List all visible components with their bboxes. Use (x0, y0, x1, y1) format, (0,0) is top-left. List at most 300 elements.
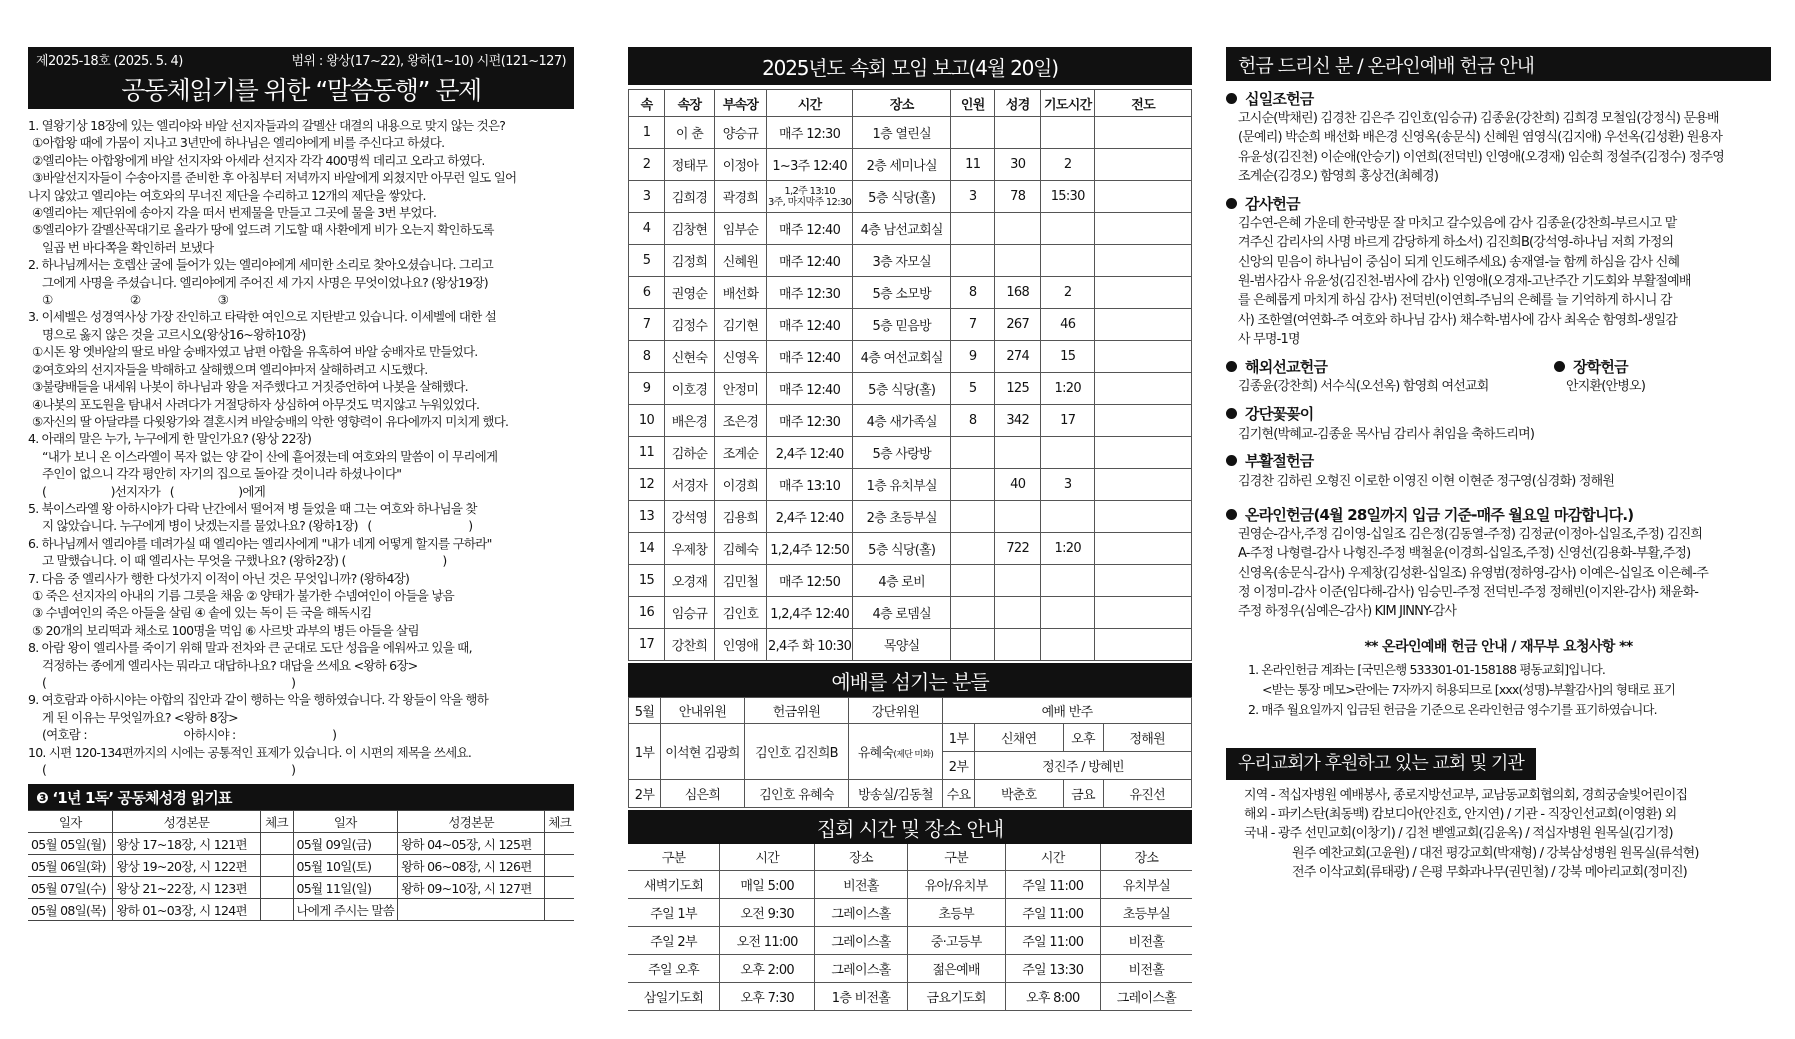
group-bible: 274 (995, 341, 1041, 373)
quiz-line: “내가 보니 온 이스라엘이 목자 없는 양 같이 산에 흩어졌는데 여호와의 말씀이 이 무리에게 (42, 448, 498, 464)
table-row (628, 954, 1192, 982)
reading-check[interactable] (260, 833, 293, 855)
group-people: 9 (951, 341, 995, 373)
table-row (629, 597, 1192, 629)
column-group-report (628, 47, 1192, 1011)
group-header-place: 장소 (853, 90, 951, 117)
schedule-cell: 주일 11:00 (1005, 898, 1100, 926)
offerings-title: 헌금 드리신 분 / 온라인예배 헌금 안내 (1226, 47, 1771, 81)
group-place: 4층 새가족실 (853, 405, 951, 437)
accomp-name: 유진선 (1103, 780, 1192, 808)
schedule-cell: 비전홀 (1100, 954, 1192, 982)
group-report-title: 2025년도 속회 모임 보고(4월 20일) (628, 47, 1192, 85)
group-place: 4층 로비 (853, 565, 951, 597)
group-bible: 168 (995, 277, 1041, 309)
group-header-leader: 속장 (665, 90, 715, 117)
group-place: 4층 남선교회실 (853, 213, 951, 245)
group-subleader: 김혜숙 (715, 533, 767, 565)
accomp-part: 1부 (943, 724, 975, 752)
reading-date: 05월 11일(일) (293, 877, 398, 899)
table-row (629, 469, 1192, 501)
reading-date: 05월 10일(토) (293, 855, 398, 877)
group-evangelism (1095, 277, 1192, 309)
group-subleader: 조계순 (715, 437, 767, 469)
quiz-line: ④나봇의 포도원을 탐내서 사려다가 거절당하자 상심하여 아무것도 먹지않고 누워있었다. (32, 396, 480, 412)
group-place: 1층 유치부실 (853, 469, 951, 501)
group-bible (995, 597, 1041, 629)
flower-title: 강단꽃꽂이 (1245, 405, 1314, 424)
group-number: 12 (629, 469, 665, 501)
group-number: 11 (629, 437, 665, 469)
quiz-line: 게 된 이유는 무엇일까요? <왕하 8장> (42, 709, 238, 725)
group-place: 5층 사랑방 (853, 437, 951, 469)
table-row (629, 149, 1192, 181)
reading-check[interactable] (545, 855, 574, 877)
reading-text: 왕하 04~05장, 시 125편 (398, 833, 545, 855)
group-leader: 김정수 (665, 309, 715, 341)
quiz-line: ③불량배들을 내세워 나봇이 하나님과 왕을 저주했다고 거짓증언하여 나봇을 살해했다. (32, 379, 468, 395)
reading-date: 05월 09일(금) (293, 833, 398, 855)
online-title: 온라인헌금(4월 28일까지 입금 기준-매주 월요일 마감합니다.) (1245, 505, 1634, 524)
bullet-icon (1226, 509, 1237, 520)
reading-check[interactable] (545, 833, 574, 855)
quiz-line: ④엘리야는 제단위에 송아지 각을 떠서 번제물을 만들고 그곳에 물을 3번 부었다. (32, 205, 437, 221)
worship-header-offering: 헌금위원 (745, 698, 849, 724)
support-line: 지역 - 적십자병원 예배봉사, 종로지방선교부, 교남동교회협의회, 경희궁술빛어린이집 (1244, 787, 1688, 803)
schedule-table (628, 844, 1192, 1011)
reading-header-check: 체크 (260, 811, 293, 833)
issue-number: 제2025-18호 (2025. 5. 4) (36, 54, 183, 69)
online-line: 신영옥(송문식-감사) 우제창(김성환-십일조) 유영범(정하영-감사) 이예은-십일조 이은혜-주 (1238, 565, 1708, 581)
group-header-people: 인원 (951, 90, 995, 117)
quiz-header (28, 47, 574, 109)
quiz-line: 고 말했습니다. 이 때 엘리사는 무엇을 구했나요? (왕하2장) ( ) (42, 553, 447, 569)
group-evangelism (1095, 533, 1192, 565)
group-time: 매주 12:50 (767, 565, 853, 597)
worship-part: 2부 (629, 780, 661, 808)
reading-date: 05월 08일(목) (28, 899, 113, 921)
quiz-line: ②여호와의 선지자들을 박해하고 살해했으며 엘리야마저 살해하려고 시도했다. (32, 361, 428, 377)
group-leader: 서경자 (665, 469, 715, 501)
reading-header-date: 일자 (293, 811, 398, 833)
thanks-section (1226, 192, 1771, 349)
group-evangelism (1095, 181, 1192, 213)
online-notice (1226, 660, 1771, 720)
table-row (628, 898, 1192, 926)
reading-date: 05월 06일(화) (28, 855, 113, 877)
group-number: 17 (629, 629, 665, 661)
group-time: 매주 12:30 (767, 117, 853, 149)
group-prayer: 1:20 (1041, 533, 1095, 565)
worship-part: 1부 (629, 724, 661, 780)
worship-month: 5월 (629, 698, 661, 724)
group-time: 매주 13:10 (767, 469, 853, 501)
group-leader: 김창현 (665, 213, 715, 245)
schedule-cell: 오전 9:30 (720, 898, 815, 926)
group-time (767, 181, 853, 213)
accomp-name: 정해원 (1103, 724, 1192, 752)
schedule-cell: 그레이스홀 (815, 898, 907, 926)
group-time: 2,4주 화 10:30 (767, 629, 853, 661)
group-people (951, 245, 995, 277)
worship-header-row (629, 698, 1192, 724)
worship-header-accompaniment: 예배 반주 (943, 698, 1192, 724)
accomp-name: 박춘호 (975, 780, 1064, 808)
group-evangelism (1095, 341, 1192, 373)
thanks-line: 겨주신 감리사의 사명 바르게 감당하게 하소서) 김진희B(강석영-하나님 저희 가정의 (1238, 235, 1674, 251)
quiz-line: 지 않았습니다. 누구에게 병이 낫겠는지를 물었나요? (왕하1장) ( ) (42, 518, 473, 534)
thanks-line: 신앙의 믿음이 하나님이 중심이 되게 인도해주세요) 송재열-늘 함께 하심을 감사 신혜 (1238, 254, 1680, 270)
schedule-header: 구분 (628, 844, 720, 870)
notice-line: 1. 온라인헌금 계좌는 [국민은행 533301-01-158188 평동교회]입니다. (1248, 661, 1606, 677)
table-row (629, 277, 1192, 309)
quiz-line: 명으로 옳지 않은 것을 고르시오(왕상16~왕하10장) (42, 326, 306, 342)
group-people (951, 117, 995, 149)
bullet-icon (1226, 361, 1237, 372)
group-evangelism (1095, 117, 1192, 149)
online-line: 권영순-감사,주정 김이영-십일조 김은정(김동열-주정) 김정균(이정아-십일조,주정) 김진희 (1238, 527, 1703, 543)
table-row (629, 724, 1192, 752)
reading-check (545, 899, 574, 921)
schedule-header: 장소 (1100, 844, 1192, 870)
group-evangelism (1095, 245, 1192, 277)
flower-section (1226, 403, 1771, 444)
schedule-cell: 삼일기도회 (628, 982, 720, 1010)
schedule-cell: 1층 비전홀 (815, 982, 907, 1010)
reading-check[interactable] (545, 877, 574, 899)
flower-line: 김기현(박혜교-김종윤 목사님 감리사 취임을 축하드리며) (1238, 426, 1535, 442)
group-evangelism (1095, 149, 1192, 181)
table-row (629, 373, 1192, 405)
group-prayer (1041, 565, 1095, 597)
schedule-cell: 중·고등부 (907, 926, 1005, 954)
reading-check[interactable] (260, 899, 293, 921)
schedule-cell: 비전홀 (1100, 926, 1192, 954)
quiz-line: 6. 하나님께서 엘리야를 데려가실 때 엘리야는 엘리사에게 "내가 네게 어떻게 할지를 구하라" (28, 535, 492, 551)
worship-guide-1: 이석현 김광희 (661, 724, 745, 780)
easter-title: 부활절헌금 (1245, 452, 1314, 471)
schedule-cell: 오후 7:30 (720, 982, 815, 1010)
group-people: 5 (951, 373, 995, 405)
reading-date: 05월 07일(수) (28, 877, 113, 899)
schedule-header: 시간 (720, 844, 815, 870)
thanks-line: 원-범사감사 유윤성(김진천-범사에 감사) 인영애(오경재-고난주간 기도회와 부활절예배 (1238, 274, 1691, 290)
quiz-line: ③바알선지자들이 수송아지를 준비한 후 아침부터 저녁까지 바알에게 외쳤지만 아무런 일도 일어 (32, 170, 517, 186)
group-people: 11 (951, 149, 995, 181)
group-evangelism (1095, 373, 1192, 405)
group-people (951, 597, 995, 629)
group-people (951, 501, 995, 533)
online-line: 주정 하정우(심예은-감사) KIM JINNY-감사 (1238, 604, 1457, 620)
group-number: 3 (629, 181, 665, 213)
reading-header-text: 성경본문 (398, 811, 545, 833)
group-place: 목양실 (853, 629, 951, 661)
group-bible (995, 629, 1041, 661)
bullet-icon (1226, 408, 1237, 419)
quiz-line: 일곱 번 바다쪽을 확인하러 보냈다 (42, 239, 214, 255)
group-time-part: 1,2주 13:10 (784, 185, 835, 197)
group-number: 5 (629, 245, 665, 277)
reading-plan-title (28, 784, 574, 810)
group-number: 14 (629, 533, 665, 565)
schedule-cell: 그레이스홀 (1100, 982, 1192, 1010)
group-bible: 40 (995, 469, 1041, 501)
mission-title: 해외선교헌금 (1245, 357, 1328, 376)
group-subleader: 인영애 (715, 629, 767, 661)
group-header-number: 속 (629, 90, 665, 117)
group-prayer: 3 (1041, 469, 1095, 501)
group-header-prayer: 기도시간 (1041, 90, 1095, 117)
table-row (629, 245, 1192, 277)
group-people: 8 (951, 277, 995, 309)
group-place: 2층 초등부실 (853, 501, 951, 533)
reading-date: 05월 05일(월) (28, 833, 113, 855)
group-place: 5층 식당(홀) (853, 181, 951, 213)
group-prayer (1041, 629, 1095, 661)
group-subleader: 김인호 (715, 597, 767, 629)
quiz-line: ②엘리야는 아합왕에게 바알 선지자와 아세라 선지자 각각 400명씩 데리고 오라고 하였다. (32, 152, 485, 168)
group-place: 5층 식당(홀) (853, 533, 951, 565)
quiz-line: ( )선지자가 ( )에게 (42, 483, 266, 499)
quiz-line: 7. 다음 중 엘리사가 행한 다섯가지 이적이 아닌 것은 무엇입니까? (왕하4장) (28, 570, 410, 586)
group-leader: 김희경 (665, 181, 715, 213)
tithe-line: (문예리) 박순희 배선화 배은경 신영옥(송문식) 신혜원 염영식(김지애) 우선옥(김성환) 원용자 (1238, 130, 1723, 146)
group-time-part: 3주, 마지막주 12:30 (768, 196, 852, 208)
group-leader: 강찬희 (665, 629, 715, 661)
group-prayer (1041, 501, 1095, 533)
group-bible: 342 (995, 405, 1041, 437)
schedule-cell: 주일 11:00 (1005, 926, 1100, 954)
group-evangelism (1095, 309, 1192, 341)
table-row (28, 877, 574, 899)
group-time: 매주 12:40 (767, 373, 853, 405)
group-evangelism (1095, 405, 1192, 437)
group-subleader: 김민철 (715, 565, 767, 597)
group-people: 8 (951, 405, 995, 437)
schedule-header: 장소 (815, 844, 907, 870)
reading-plan-table (28, 810, 574, 921)
tithe-section (1226, 87, 1771, 186)
reading-check[interactable] (260, 855, 293, 877)
bullet-icon (1226, 455, 1237, 466)
quiz-line: 나지 않았고 엘리야는 여호와의 무너진 제단을 수리하고 12개의 제단을 쌓았다. (28, 187, 426, 203)
group-bible (995, 213, 1041, 245)
bullet-icon (1226, 93, 1237, 104)
group-prayer (1041, 117, 1095, 149)
group-number: 4 (629, 213, 665, 245)
schedule-cell: 비전홀 (815, 870, 907, 898)
group-number: 10 (629, 405, 665, 437)
reading-text: 왕상 21~22장, 시 123편 (113, 877, 260, 899)
group-time: 1~3주 12:40 (767, 149, 853, 181)
quiz-line: ( ) (42, 675, 296, 690)
quiz-line: 2. 하나님께서는 호렙산 굴에 들어가 있는 엘리야에게 세미한 소리로 찾아오셨습니다. 그리고 (28, 257, 493, 273)
altar-name: 유혜숙 (857, 746, 894, 761)
table-row (629, 437, 1192, 469)
group-number: 13 (629, 501, 665, 533)
reading-header-check: 체크 (545, 811, 574, 833)
quiz-line: ③ 수넴여인의 죽은 아들을 살림 ④ 솥에 있는 독이 든 국을 해독시킴 (32, 605, 372, 621)
schedule-cell: 젊은예배 (907, 954, 1005, 982)
schedule-cell: 그레이스홀 (815, 926, 907, 954)
quiz-line: ⑤엘리야가 갈멜산꼭대기로 올라가 땅에 엎드려 기도할 때 사환에게 비가 오는지 확인하도록 (32, 222, 494, 238)
group-time: 1,2,4주 12:50 (767, 533, 853, 565)
worship-servers-table (628, 697, 1192, 808)
table-row (28, 899, 574, 921)
worship-altar-2: 방송실/김동철 (849, 780, 943, 808)
schedule-cell: 주일 2부 (628, 926, 720, 954)
group-leader: 김하순 (665, 437, 715, 469)
schedule-cell: 오후 2:00 (720, 954, 815, 982)
altar-note: (제단 미화) (893, 750, 934, 760)
group-place: 3층 자모실 (853, 245, 951, 277)
group-number: 16 (629, 597, 665, 629)
group-time: 2,4주 12:40 (767, 501, 853, 533)
worship-header-guide: 안내위원 (661, 698, 745, 724)
group-place: 1층 열린실 (853, 117, 951, 149)
group-header-evangelism: 전도 (1095, 90, 1192, 117)
reading-text: 왕상 19~20장, 시 122편 (113, 855, 260, 877)
group-people (951, 629, 995, 661)
table-row (28, 833, 574, 855)
easter-section (1226, 450, 1771, 491)
schedule-cell: 금요기도회 (907, 982, 1005, 1010)
online-notice-title: ** 온라인예배 헌금 안내 / 재무부 요청사항 ** (1364, 638, 1633, 655)
support-line: 원주 예찬교회(고윤원) / 대전 평강교회(박재형) / 강북삼성병원 원목실(류석현) (1292, 845, 1699, 861)
table-row (629, 501, 1192, 533)
accomp-part: 금요 (1063, 780, 1103, 808)
schedule-cell: 주일 1부 (628, 898, 720, 926)
group-subleader: 배선화 (715, 277, 767, 309)
group-prayer (1041, 213, 1095, 245)
group-subleader: 임부순 (715, 213, 767, 245)
group-number: 1 (629, 117, 665, 149)
table-row (28, 855, 574, 877)
schedule-cell: 초등부 (907, 898, 1005, 926)
tithe-title: 십일조헌금 (1245, 89, 1314, 108)
schedule-cell: 새벽기도회 (628, 870, 720, 898)
group-report-table (628, 89, 1192, 661)
reading-check[interactable] (260, 877, 293, 899)
group-place: 5층 소모방 (853, 277, 951, 309)
schedule-cell: 주일 13:30 (1005, 954, 1100, 982)
thanks-title: 감사헌금 (1245, 194, 1300, 213)
column-offerings (1226, 47, 1771, 882)
group-bible (995, 565, 1041, 597)
quiz-line: 5. 북이스라엘 왕 아하시야가 다락 난간에서 떨어져 병 들었을 때 그는 여호와 하나님을 찾 (28, 500, 477, 516)
group-prayer (1041, 437, 1095, 469)
group-leader: 이 춘 (665, 117, 715, 149)
online-line: 정 이정미-감사 이준(임다해-감사) 임승민-주정 전덕빈-주정 정해빈(이지완-감사) 채윤화- (1238, 585, 1699, 601)
group-leader: 권영순 (665, 277, 715, 309)
quiz-line: 9. 여호람과 아하시야는 아합의 집안과 같이 행하는 악을 행하였습니다. 각 왕들이 악을 행하 (28, 692, 489, 708)
schedule-cell: 오전 11:00 (720, 926, 815, 954)
group-place: 5층 식당(홀) (853, 373, 951, 405)
group-bible (995, 501, 1041, 533)
group-time: 매주 12:30 (767, 277, 853, 309)
support-line: 전주 이삭교회(류태광) / 은평 무화과나무(권민철) / 강북 메아리교회(정미진) (1292, 864, 1687, 880)
schedule-header: 시간 (1005, 844, 1100, 870)
group-subleader: 이경희 (715, 469, 767, 501)
reading-message-label: 나에게 주시는 말씀 (293, 899, 398, 921)
schedule-cell: 오후 8:00 (1005, 982, 1100, 1010)
schedule-cell: 유아/유치부 (907, 870, 1005, 898)
group-prayer: 15 (1041, 341, 1095, 373)
group-bible: 267 (995, 309, 1041, 341)
accomp-name: 신채연 (975, 724, 1064, 752)
reading-text: 왕하 01~03장, 시 124편 (113, 899, 260, 921)
group-leader: 강석영 (665, 501, 715, 533)
group-prayer: 15:30 (1041, 181, 1095, 213)
group-bible (995, 437, 1041, 469)
quiz-line: ⑤ 20개의 보리떡과 채소로 100명을 먹임 ⑥ 사르밧 과부의 병든 아들을 살림 (32, 622, 419, 638)
group-header-bible: 성경 (995, 90, 1041, 117)
accomp-part: 수요 (943, 780, 975, 808)
quiz-line: ( ) (42, 762, 296, 778)
quiz-line: 4. 아래의 말은 누가, 누구에게 한 말인가요? (왕상 22장) (28, 431, 312, 447)
quiz-line: 10. 시편 120-134편까지의 시에는 공통적인 표제가 있습니다. 이 시편의 제목을 쓰세요. (28, 744, 472, 760)
group-leader: 신현숙 (665, 341, 715, 373)
quiz-line: ① 죽은 선지자의 아내의 기름 그릇을 채움 ② 양태가 불가한 수넴여인이 아들을 낳음 (32, 587, 454, 603)
group-number: 9 (629, 373, 665, 405)
column-bible-quiz (28, 47, 574, 921)
quiz-line: 걱정하는 종에게 엘리사는 뭐라고 대답하나요? 대답을 쓰세요 <왕하 6장> (42, 657, 418, 673)
group-place: 5층 믿음방 (853, 309, 951, 341)
schedule-cell: 유치부실 (1100, 870, 1192, 898)
reading-text: 왕하 09~10장, 시 127편 (398, 877, 545, 899)
support-line: 해외 - 파키스탄(최동백) 캄보디아(안진호, 안지연) / 기관 - 직장인선교회(이영환) 외 (1244, 806, 1677, 822)
table-row (628, 982, 1192, 1010)
group-evangelism (1095, 629, 1192, 661)
group-people: 3 (951, 181, 995, 213)
mission-scholarship-section (1226, 355, 1771, 396)
group-time: 2,4주 12:40 (767, 437, 853, 469)
quiz-line: ①아합왕 때에 가뭄이 지나고 3년만에 하나님은 엘리야에게 비를 주신다고 하셨다. (32, 135, 445, 151)
group-prayer (1041, 597, 1095, 629)
group-number: 8 (629, 341, 665, 373)
group-leader: 배은경 (665, 405, 715, 437)
quiz-line: 1. 열왕기상 18장에 있는 엘리야와 바알 선지자들과의 갈멜산 대결의 내용으로 맞지 않는 것은? (28, 118, 506, 133)
reading-range: 범위 : 왕상(17~22), 왕하(1~10) 시편(121~127) (291, 54, 566, 69)
group-prayer: 1:20 (1041, 373, 1095, 405)
group-people (951, 437, 995, 469)
quiz-line: (여호람 : 아하시야 : ) (42, 727, 337, 743)
group-time: 1,2,4주 12:40 (767, 597, 853, 629)
group-time: 매주 12:40 (767, 309, 853, 341)
group-bible: 125 (995, 373, 1041, 405)
group-bible (995, 117, 1041, 149)
worship-guide-2: 심은희 (661, 780, 745, 808)
group-place: 4층 로뎀실 (853, 597, 951, 629)
group-leader: 오경재 (665, 565, 715, 597)
bullet-icon (1554, 361, 1565, 372)
quiz-line: ⑤자신의 딸 아달랴를 다윗왕가와 결혼시켜 바알숭배의 악한 영향력이 유다에까지 미치게 했다. (32, 413, 509, 429)
reading-header-date: 일자 (28, 811, 113, 833)
table-row (628, 926, 1192, 954)
group-subleader: 이정아 (715, 149, 767, 181)
table-row (629, 565, 1192, 597)
group-number: 2 (629, 149, 665, 181)
support-line: 국내 - 광주 선민교회(이창기) / 김천 벧엘교회(김윤옥) / 적십자병원 원목실(김기정) (1244, 826, 1673, 842)
quiz-line: 그에게 사명을 주셨습니다. 엘리야에게 주어진 세 가지 사명은 무엇이었나요? (왕상19장) (42, 274, 488, 290)
group-evangelism (1095, 597, 1192, 629)
table-row (629, 309, 1192, 341)
online-section (1226, 503, 1771, 621)
online-line: A-주정 나형렬-감사 나형진-주정 백철윤(이경희-십일조,주정) 신영선(김용화-부활,주정) (1238, 546, 1691, 562)
group-bible: 78 (995, 181, 1041, 213)
thanks-line: 사) 조한열(여연화-주 여호와 하나님 감사) 채수학-범사에 감사 최옥순 함영희-생일감 (1238, 312, 1678, 328)
group-evangelism (1095, 501, 1192, 533)
